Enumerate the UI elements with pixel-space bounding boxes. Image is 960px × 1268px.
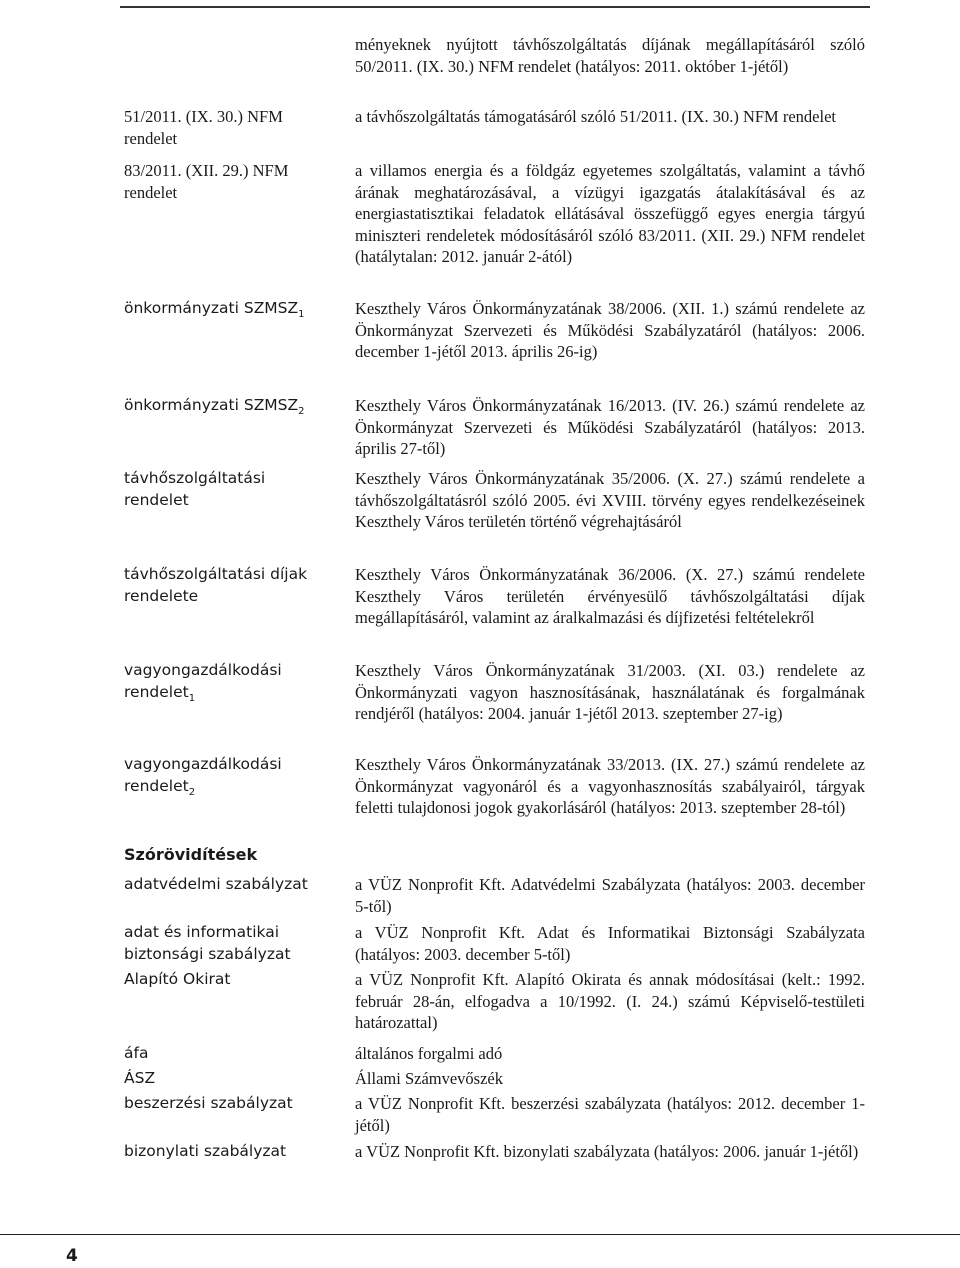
abbreviation-definition: Állami Számvevőszék bbox=[355, 1069, 504, 1088]
glossary-definition: Keszthely Város Önkormányzatának 33/2013. (IX. 27.) számú rendelete az Önkormányzat vagyonáról és a vagyonhasznosítás szabályairól, tárgyak feletti tulajdonosi jogok gyakorlásáról (hatályos: 2013. szeptember 28-tól) bbox=[355, 755, 865, 817]
glossary-term-index: 2 bbox=[188, 786, 196, 798]
abbreviation-definition: a VÜZ Nonprofit Kft. bizonylati szabályzata (hatályos: 2006. január 1-jétől) bbox=[355, 1142, 859, 1161]
abbreviation-term: adatvédelmi szabályzat bbox=[124, 875, 308, 893]
glossary-term-text: önkormányzati SZMSZ bbox=[124, 299, 299, 317]
abbreviation-definition: a VÜZ Nonprofit Kft. beszerzési szabályzata (hatályos: 2012. december 1-jétől) bbox=[355, 1094, 865, 1135]
abbreviation-term: áfa bbox=[124, 1044, 149, 1062]
glossary-term bbox=[124, 660, 338, 703]
glossary-term-text: vagyongazdálkodási rendelet bbox=[124, 755, 282, 795]
continued-definition: ményeknek nyújtott távhőszolgáltatás díjának megállapításáról szóló 50/2011. (IX. 30.) NFM rendelet (hatályos: 2011. október 1-jétől) bbox=[355, 35, 865, 76]
glossary-term bbox=[124, 298, 338, 320]
glossary-term-index: 1 bbox=[188, 692, 196, 704]
abbreviation-term: ÁSZ bbox=[124, 1069, 156, 1087]
top-rule bbox=[120, 6, 870, 8]
glossary-term: 83/2011. (XII. 29.) NFM rendelet bbox=[124, 161, 289, 202]
glossary-definition: Keszthely Város Önkormányzatának 38/2006. (XII. 1.) számú rendelete az Önkormányzat Szervezeti és Működési Szabályzatáról (hatályos: 2006. december 1-jétől 2013. április 26-ig) bbox=[355, 299, 865, 361]
abbreviation-term: adat és informatikai biztonsági szabályzat bbox=[124, 923, 291, 963]
abbreviations-heading: Szórövidítések bbox=[124, 845, 258, 864]
glossary-term: távhőszolgáltatási rendelet bbox=[124, 469, 266, 509]
glossary-definition: Keszthely Város Önkormányzatának 16/2013. (IV. 26.) számú rendelete az Önkormányzat Szervezeti és Működési Szabályzatáról (hatályos: 2013. április 27-től) bbox=[355, 396, 865, 458]
abbreviation-term: bizonylati szabályzat bbox=[124, 1142, 287, 1160]
glossary-term-index: 2 bbox=[298, 406, 305, 418]
glossary-term-text: önkormányzati SZMSZ bbox=[124, 396, 299, 414]
glossary-definition: a távhőszolgáltatás támogatásáról szóló 51/2011. (IX. 30.) NFM rendelet bbox=[355, 107, 836, 126]
abbreviation-definition: a VÜZ Nonprofit Kft. Alapító Okirata és annak módosításai (kelt.: 1992. február 28-án, elfogadva a 10/1992. (I. 24.) számú Képviselő-testületi határozattal) bbox=[355, 970, 865, 1032]
abbreviation-definition: általános forgalmi adó bbox=[355, 1044, 503, 1063]
abbreviation-definition: a VÜZ Nonprofit Kft. Adat és Informatikai Biztonsági Szabályzata (hatályos: 2003. december 5-től) bbox=[355, 923, 865, 964]
glossary-definition: Keszthely Város Önkormányzatának 36/2006. (X. 27.) számú rendelete Keszthely Város területén érvényesülő távhőszolgáltatási díjak megállapításáról, valamint az áralkalmazási és díjfizetési feltételekről bbox=[355, 565, 865, 627]
abbreviation-term: Alapító Okirat bbox=[124, 970, 231, 988]
page-number: 4 bbox=[66, 1246, 78, 1266]
abbreviation-term: beszerzési szabályzat bbox=[124, 1094, 293, 1112]
footer-rule bbox=[0, 1234, 960, 1235]
glossary-term-text: vagyongazdálkodási rendelet bbox=[124, 661, 282, 701]
abbreviation-definition: a VÜZ Nonprofit Kft. Adatvédelmi Szabályzata (hatályos: 2003. december 5-től) bbox=[355, 875, 865, 916]
glossary-definition: a villamos energia és a földgáz egyetemes szolgáltatás, valamint a távhő árának meghatározásával, a vízügyi igazgatás átalakításával és az energiastatisztikai feladatok ellátásával összefüggő egyes energia tárgyú miniszteri rendeletek módosításáról szóló 83/2011. (XII. 29.) NFM rendelet (hatálytalan: 2012. január 2-ától) bbox=[355, 161, 865, 266]
glossary-term: távhőszolgáltatási díjak rendelete bbox=[124, 565, 308, 605]
glossary-term: 51/2011. (IX. 30.) NFM rendelet bbox=[124, 107, 283, 148]
glossary-definition: Keszthely Város Önkormányzatának 35/2006. (X. 27.) számú rendelete a távhőszolgáltatásról szóló 2005. évi XVIII. törvény egyes rendelkezéseinek Keszthely Város területén történő végrehajtásáról bbox=[355, 469, 865, 531]
glossary-term-index: 1 bbox=[298, 309, 305, 321]
glossary-term bbox=[124, 395, 338, 417]
glossary-definition: Keszthely Város Önkormányzatának 31/2003. (XI. 03.) rendelete az Önkormányzati vagyon hasznosításának, használatának és forgalmának rendjéről (hatályos: 2004. január 1-jétől 2013. szeptember 27-ig) bbox=[355, 661, 865, 723]
glossary-term bbox=[124, 754, 338, 797]
